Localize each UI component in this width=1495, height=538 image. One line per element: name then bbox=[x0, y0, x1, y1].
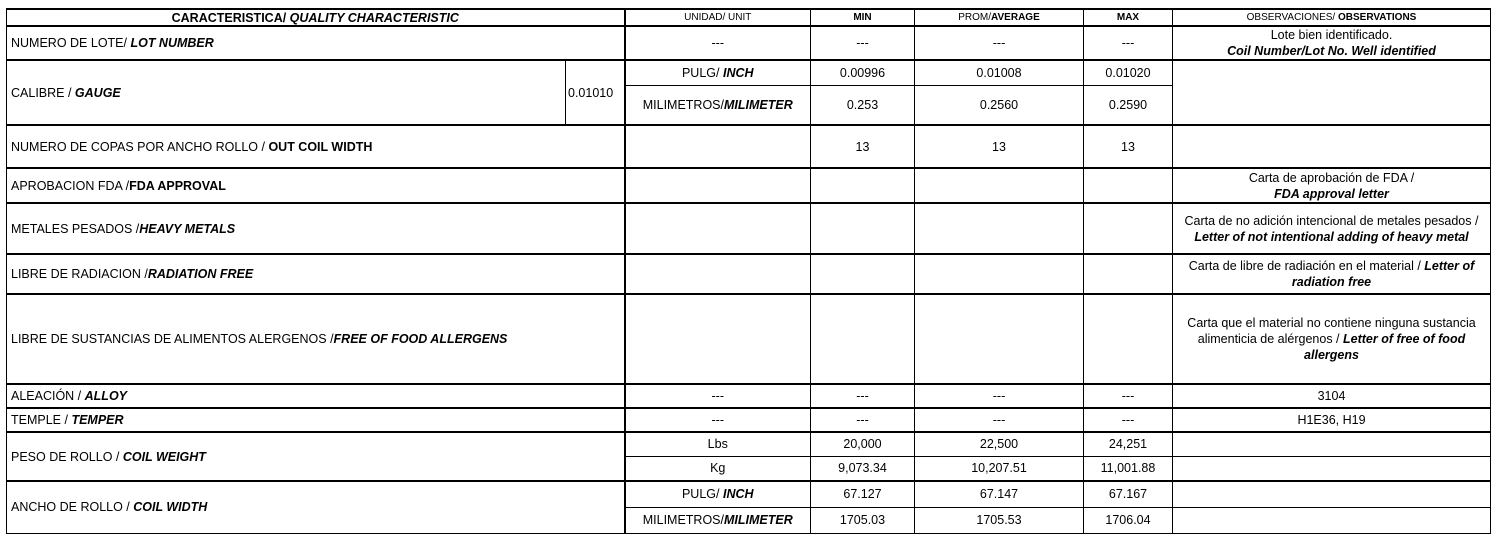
header-unit: UNIDAD/ UNIT bbox=[625, 9, 811, 26]
temper-min: --- bbox=[811, 408, 915, 432]
width-inch-observations bbox=[1173, 481, 1491, 507]
width-inch-min: 67.127 bbox=[811, 481, 915, 507]
fda-observations: Carta de aprobación de FDA / FDA approval letter bbox=[1173, 168, 1491, 203]
row-heavy-metals bbox=[7, 203, 1491, 254]
header-max: MAX bbox=[1084, 9, 1173, 26]
width-mm-min: 1705.03 bbox=[811, 507, 915, 533]
fda-unit bbox=[625, 168, 811, 203]
radiation-unit bbox=[625, 254, 811, 294]
quality-spec-table bbox=[6, 8, 1491, 534]
row-cups bbox=[7, 125, 1491, 168]
radiation-observations: Carta de libre de radiación en el material / Letter of radiation free bbox=[1173, 254, 1491, 294]
lot-max: --- bbox=[1084, 26, 1173, 60]
radiation-max bbox=[1084, 254, 1173, 294]
cups-label: NUMERO DE COPAS POR ANCHO ROLLO / OUT COIL WIDTH bbox=[7, 125, 625, 168]
weight-kg-min: 9,073.34 bbox=[811, 456, 915, 481]
weight-lbs-observations bbox=[1173, 432, 1491, 456]
width-inch-avg: 67.147 bbox=[915, 481, 1084, 507]
header-average: PROM/AVERAGE bbox=[915, 9, 1084, 26]
temper-observations: H1E36, H19 bbox=[1173, 408, 1491, 432]
header-characteristic: CARACTERISTICA/ QUALITY CHARACTERISTIC bbox=[7, 9, 625, 26]
temper-unit: --- bbox=[625, 408, 811, 432]
fda-label: APROBACION FDA /FDA APPROVAL bbox=[7, 168, 625, 203]
allergens-max bbox=[1084, 294, 1173, 384]
weight-lbs-avg: 22,500 bbox=[915, 432, 1084, 456]
weight-kg-avg: 10,207.51 bbox=[915, 456, 1084, 481]
metals-avg bbox=[915, 203, 1084, 254]
metals-unit bbox=[625, 203, 811, 254]
fda-avg bbox=[915, 168, 1084, 203]
cups-min: 13 bbox=[811, 125, 915, 168]
row-weight-lbs bbox=[7, 432, 1491, 456]
alloy-observations: 3104 bbox=[1173, 384, 1491, 408]
metals-observations: Carta de no adición intencional de metales pesados / Letter of not intentional adding of heavy metal bbox=[1173, 203, 1491, 254]
width-inch-max: 67.167 bbox=[1084, 481, 1173, 507]
gauge-inch-max: 0.01020 bbox=[1084, 60, 1173, 85]
row-radiation bbox=[7, 254, 1491, 294]
row-alloy bbox=[7, 384, 1491, 408]
row-gauge-inch bbox=[7, 60, 1491, 85]
weight-lbs-min: 20,000 bbox=[811, 432, 915, 456]
weight-lbs-max: 24,251 bbox=[1084, 432, 1173, 456]
gauge-inch-min: 0.00996 bbox=[811, 60, 915, 85]
cups-max: 13 bbox=[1084, 125, 1173, 168]
radiation-min bbox=[811, 254, 915, 294]
alloy-avg: --- bbox=[915, 384, 1084, 408]
temper-max: --- bbox=[1084, 408, 1173, 432]
gauge-label: CALIBRE / GAUGE bbox=[7, 60, 566, 125]
alloy-max: --- bbox=[1084, 384, 1173, 408]
width-mm-avg: 1705.53 bbox=[915, 507, 1084, 533]
gauge-mm-unit: MILIMETROS/MILIMETER bbox=[625, 85, 811, 125]
width-mm-max: 1706.04 bbox=[1084, 507, 1173, 533]
weight-lbs-unit: Lbs bbox=[625, 432, 811, 456]
weight-kg-observations bbox=[1173, 456, 1491, 481]
weight-label: PESO DE ROLLO / COIL WEIGHT bbox=[7, 432, 625, 481]
gauge-nominal: 0.01010 bbox=[566, 60, 625, 125]
row-fda bbox=[7, 168, 1491, 203]
lot-min: --- bbox=[811, 26, 915, 60]
gauge-inch-avg: 0.01008 bbox=[915, 60, 1084, 85]
row-allergens bbox=[7, 294, 1491, 384]
lot-unit: --- bbox=[625, 26, 811, 60]
cups-unit bbox=[625, 125, 811, 168]
gauge-mm-avg: 0.2560 bbox=[915, 85, 1084, 125]
fda-max bbox=[1084, 168, 1173, 203]
row-temper bbox=[7, 408, 1491, 432]
allergens-label: LIBRE DE SUSTANCIAS DE ALIMENTOS ALERGENOS /FREE OF FOOD ALLERGENS bbox=[7, 294, 625, 384]
allergens-avg bbox=[915, 294, 1084, 384]
metals-label: METALES PESADOS /HEAVY METALS bbox=[7, 203, 625, 254]
metals-max bbox=[1084, 203, 1173, 254]
alloy-min: --- bbox=[811, 384, 915, 408]
allergens-min bbox=[811, 294, 915, 384]
temper-avg: --- bbox=[915, 408, 1084, 432]
width-inch-unit: PULG/ INCH bbox=[625, 481, 811, 507]
lot-avg: --- bbox=[915, 26, 1084, 60]
header-min: MIN bbox=[811, 9, 915, 26]
gauge-mm-max: 0.2590 bbox=[1084, 85, 1173, 125]
header-observations: OBSERVACIONES/ OBSERVATIONS bbox=[1173, 9, 1491, 26]
lot-observations: Lote bien identificado. Coil Number/Lot No. Well identified bbox=[1173, 26, 1491, 60]
row-width-inch bbox=[7, 481, 1491, 507]
width-mm-observations bbox=[1173, 507, 1491, 533]
metals-min bbox=[811, 203, 915, 254]
weight-kg-unit: Kg bbox=[625, 456, 811, 481]
allergens-unit bbox=[625, 294, 811, 384]
width-mm-unit: MILIMETROS/MILIMETER bbox=[625, 507, 811, 533]
lot-label: NUMERO DE LOTE/ LOT NUMBER bbox=[7, 26, 625, 60]
cups-observations bbox=[1173, 125, 1491, 168]
cups-avg: 13 bbox=[915, 125, 1084, 168]
temper-label: TEMPLE / TEMPER bbox=[7, 408, 625, 432]
gauge-inch-unit: PULG/ INCH bbox=[625, 60, 811, 85]
radiation-avg bbox=[915, 254, 1084, 294]
alloy-unit: --- bbox=[625, 384, 811, 408]
gauge-mm-min: 0.253 bbox=[811, 85, 915, 125]
alloy-label: ALEACIÓN / ALLOY bbox=[7, 384, 625, 408]
header-row bbox=[7, 9, 1491, 26]
allergens-observations: Carta que el material no contiene ninguna sustancia alimenticia de alérgenos / Letter of free of food allergens bbox=[1173, 294, 1491, 384]
gauge-observations bbox=[1173, 60, 1491, 125]
row-lot-number bbox=[7, 26, 1491, 60]
width-label: ANCHO DE ROLLO / COIL WIDTH bbox=[7, 481, 625, 533]
radiation-label: LIBRE DE RADIACION /RADIATION FREE bbox=[7, 254, 625, 294]
fda-min bbox=[811, 168, 915, 203]
weight-kg-max: 11,001.88 bbox=[1084, 456, 1173, 481]
